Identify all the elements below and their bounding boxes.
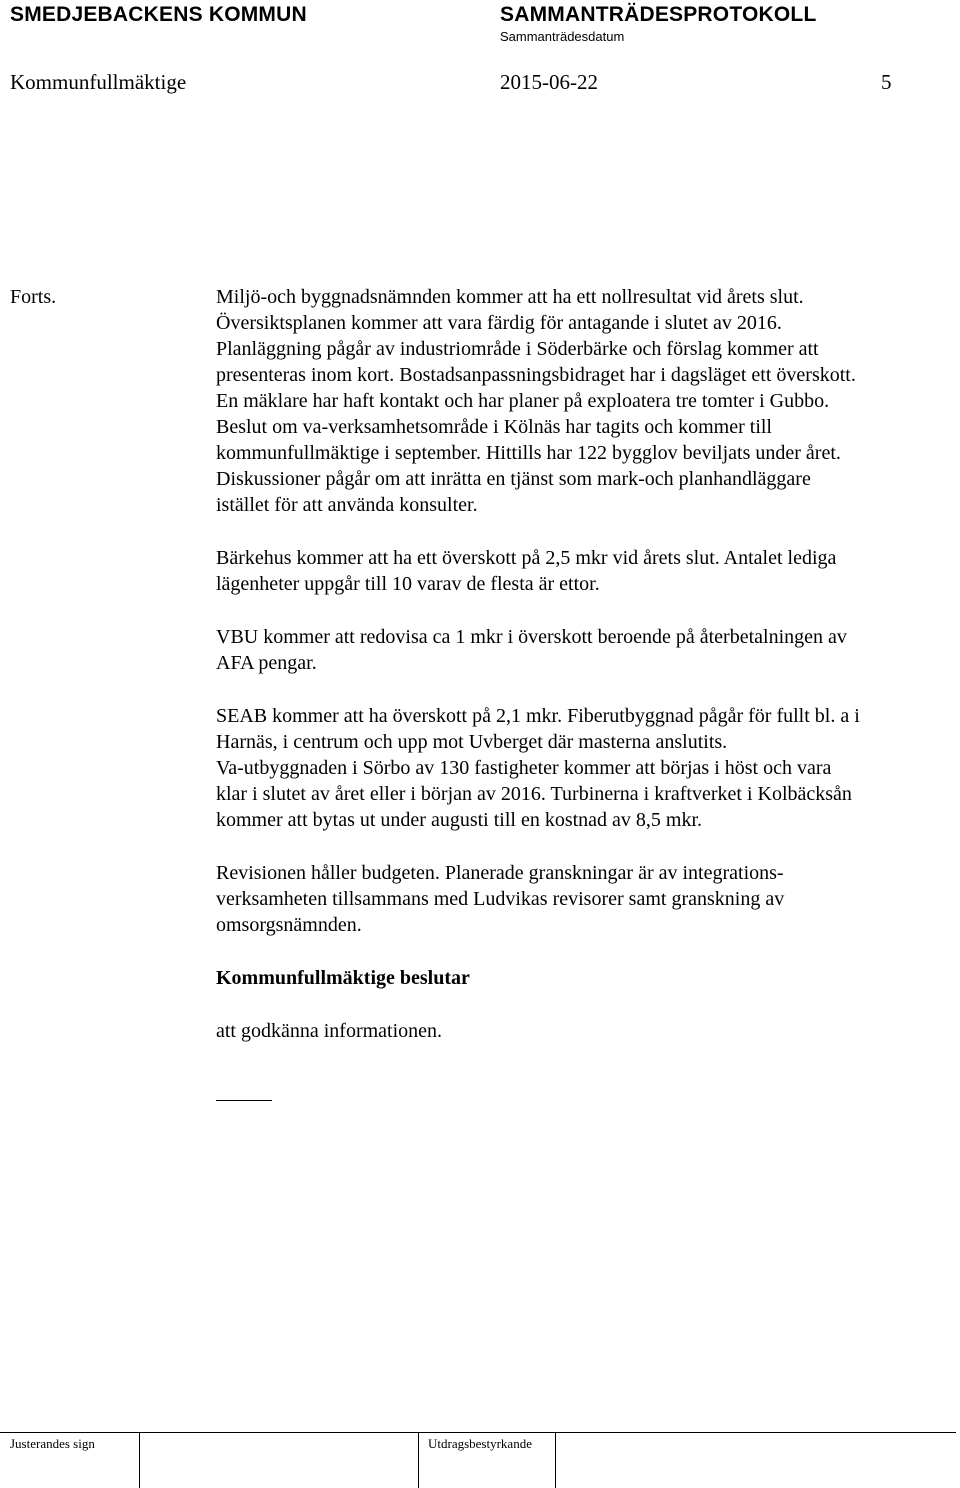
end-rule [216,1100,272,1101]
text-line: Va-utbyggnaden i Sörbo av 130 fastigheter kommer att börjas i höst och vara [216,757,832,779]
footer-divider [555,1432,556,1488]
text-line: Bärkehus kommer att ha ett överskott på 2,5 mkr vid årets slut. Antalet lediga [216,547,837,569]
utdrag-label: Utdragsbestyrkande [428,1436,532,1451]
text-line: Planläggning pågår av industriområde i Söderbärke och förslag kommer att [216,338,819,360]
text-line: lägenheter uppgår till 10 varav de flesta är ettor. [216,573,600,595]
footer-divider [418,1432,419,1488]
decision-heading: Kommunfullmäktige beslutar [216,967,470,989]
text-line: Översiktsplanen kommer att vara färdig för antagande i slutet av 2016. [216,312,782,334]
text-line: Miljö-och byggnadsnämnden kommer att ha ett nollresultat vid årets slut. [216,286,804,308]
paragraph-revisionen [216,860,952,938]
text-line: Harnäs, i centrum och upp mot Uvberget där masterna anslutits. [216,731,728,753]
organization-name: SMEDJEBACKENS KOMMUN [10,3,307,26]
governing-body: Kommunfullmäktige [10,70,187,94]
text-line: AFA pengar. [216,652,317,674]
text-line: Revisionen håller budgeten. Planerade granskningar är av integrations- [216,862,784,884]
text-line: klar i slutet av året eller i början av 2016. Turbinerna i kraftverket i Kolbäcksån [216,783,852,805]
page-number: 5 [881,70,892,94]
text-line: verksamheten tillsammans med Ludvikas revisorer samt granskning av [216,888,785,910]
footer-rule [0,1432,956,1433]
text-line: VBU kommer att redovisa ca 1 mkr i överskott beroende på återbetalningen av [216,626,847,648]
text-line: En mäklare har haft kontakt och har planer på exploatera tre tomter i Gubbo. [216,390,830,412]
justering-label: Justerandes sign [10,1436,95,1451]
main-content [216,284,952,1044]
text-line: Beslut om va-verksamhetsområde i Kölnäs har tagits och kommer till [216,416,772,438]
footer-divider [139,1432,140,1488]
section-label: Forts. [10,286,57,308]
paragraph-barkehus [216,545,952,597]
text-line: SEAB kommer att ha överskott på 2,1 mkr. Fiberutbyggnad pågår för fullt bl. a i [216,705,860,727]
text-line: presenteras inom kort. Bostadsanpassningsbidraget har i dagsläget ett överskott. [216,364,856,386]
text-line: istället för att använda konsulter. [216,494,478,516]
paragraph-vbu [216,624,952,676]
meeting-date: 2015-06-22 [500,70,598,94]
text-line: Diskussioner pågår om att inrätta en tjänst som mark-och planhandläggare [216,468,811,490]
meeting-date-label: Sammanträdesdatum [500,29,625,44]
paragraph-miljo-bygg [216,284,952,518]
text-line: kommer att bytas ut under augusti till en kostnad av 8,5 mkr. [216,809,703,831]
paragraph-seab [216,703,952,833]
text-line: kommunfullmäktige i september. Hittills har 122 bygglov beviljats under året. [216,442,841,464]
document-type: SAMMANTRÄDESPROTOKOLL [500,3,817,26]
text-line: omsorgsnämnden. [216,914,362,936]
decision-text: att godkänna informationen. [216,1020,443,1042]
